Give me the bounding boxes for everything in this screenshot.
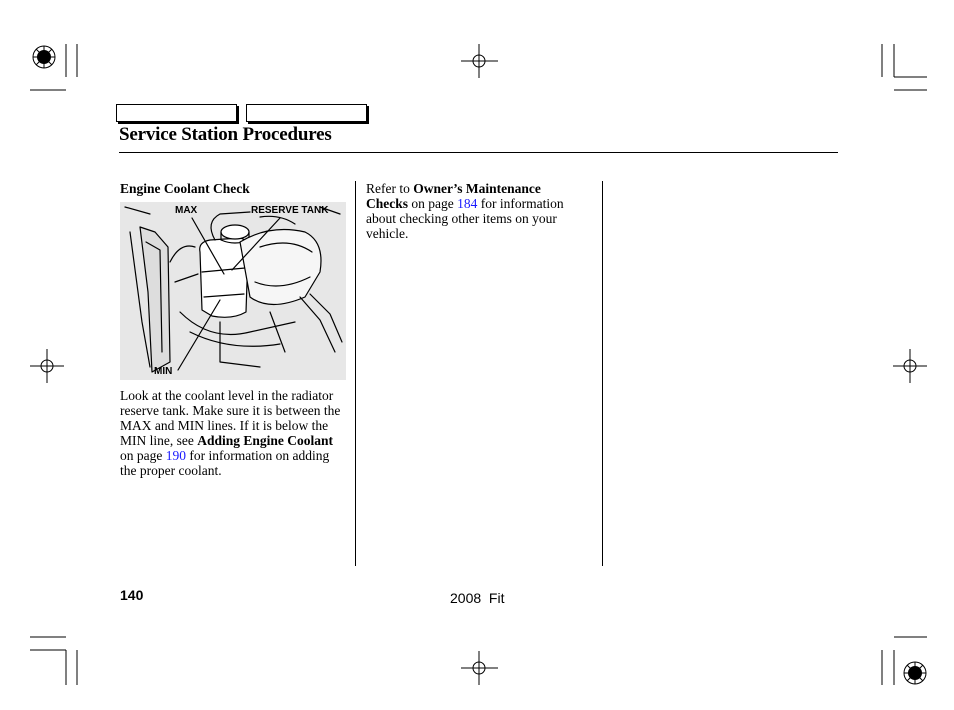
nav-button-previous[interactable]: [116, 104, 237, 122]
figure-label-max: MAX: [175, 205, 198, 216]
section-heading: Engine Coolant Check: [120, 181, 250, 196]
coolant-check-paragraph: Look at the coolant level in the radiator reserve tank. Make sure it is between the MAX and MIN lines. If it is below the MIN line, see Adding Engine Coolant on page 190 for information on adding the proper coolant.: [120, 388, 341, 478]
figure-label-reserve-tank: RESERVE TANK: [251, 205, 329, 216]
nav-button-next[interactable]: [246, 104, 367, 122]
vehicle-model: 2008 Fit: [450, 590, 505, 606]
maintenance-checks-paragraph: Refer to Owner’s Maintenance Checks on page 184 for information about checking other items on your vehicle.: [366, 181, 564, 241]
adding-coolant-reference: Adding Engine Coolant: [197, 433, 334, 448]
maintenance-checks-reference: Owner’s Maintenance Checks: [366, 181, 541, 211]
page-number: 140: [120, 587, 144, 603]
column-divider-left: [355, 181, 356, 566]
column-divider-right: [602, 181, 603, 566]
engine-bay-illustration: [120, 202, 346, 380]
title-rule: [119, 152, 838, 153]
coolant-reserve-tank-figure: [120, 202, 346, 380]
page-184-link[interactable]: 184: [457, 196, 478, 211]
page-title: Service Station Procedures: [119, 124, 332, 145]
figure-label-min: MIN: [154, 366, 173, 377]
page-190-link[interactable]: 190: [165, 448, 186, 463]
